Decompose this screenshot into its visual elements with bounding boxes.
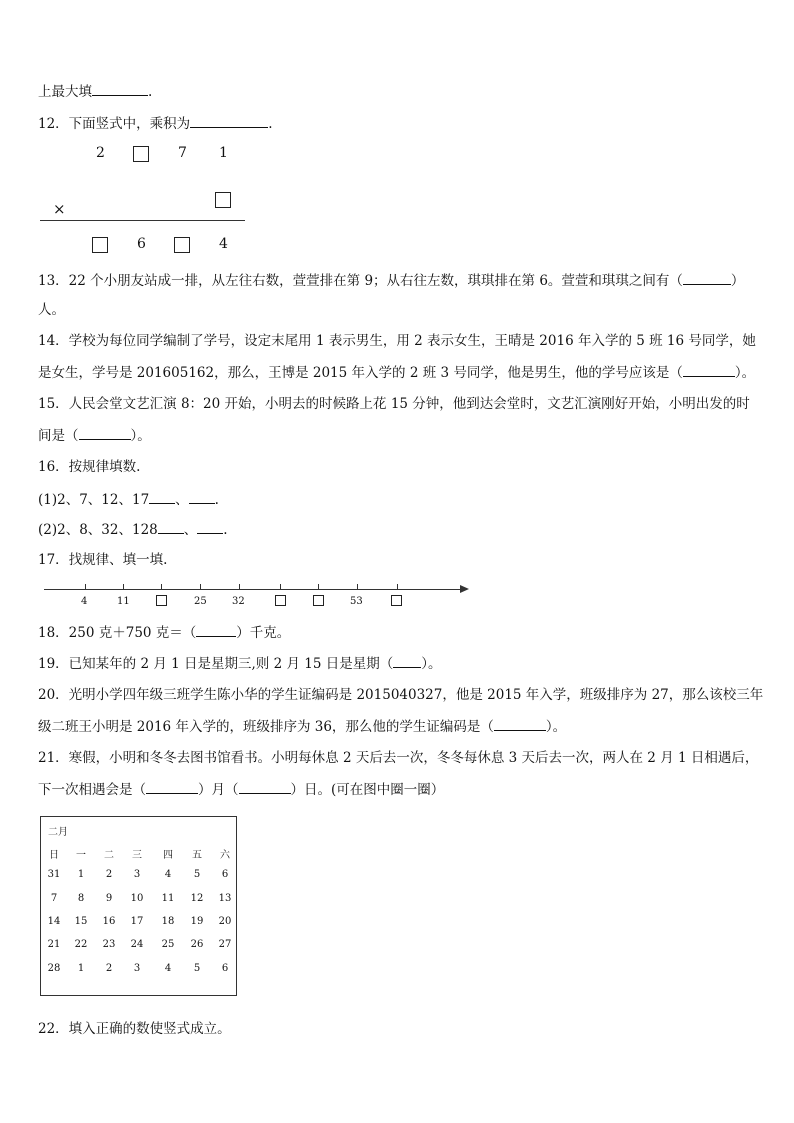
calendar-day[interactable]: 3 — [133, 963, 141, 974]
calendar-day[interactable]: 26 — [190, 939, 204, 950]
calendar-day[interactable]: 27 — [218, 939, 232, 950]
question-text: 12．下面竖式中，乘积为 — [38, 116, 191, 132]
calendar-day[interactable]: 1 — [77, 869, 85, 880]
calendar-day[interactable]: 15 — [74, 916, 88, 927]
question-11-tail — [38, 81, 152, 102]
calendar-day[interactable]: 10 — [130, 893, 144, 904]
question-13 — [38, 270, 744, 291]
question-18 — [38, 622, 290, 643]
calendar-day[interactable]: 20 — [218, 916, 232, 927]
tick-label: 32 — [232, 596, 245, 607]
question-text: 16．按规律填数. — [38, 459, 141, 475]
calendar-weekday: 三 — [132, 850, 142, 861]
question-text: 14．学校为每位同学编制了学号，设定末尾用 1 表示男生，用 2 表示女生，王晴是 2016 年入学的 5 班 16 号同学，她 — [38, 333, 756, 349]
digit-box[interactable] — [174, 237, 190, 253]
digit: 1 — [219, 145, 228, 161]
question-14 — [38, 331, 756, 351]
question-text: 19．已知某年的 2 月 1 日是星期三,则 2 月 15 日是星期（ — [38, 656, 394, 672]
calendar-day[interactable]: 16 — [102, 916, 116, 927]
answer-blank[interactable] — [146, 779, 198, 794]
times-sign: × — [53, 200, 66, 218]
calendar-day[interactable]: 3 — [133, 869, 141, 880]
question-15-cont — [38, 425, 151, 446]
calendar-day[interactable]: 24 — [130, 939, 144, 950]
answer-blank[interactable] — [239, 779, 291, 794]
calendar-weekday: 四 — [163, 850, 173, 861]
question-12 — [38, 113, 272, 134]
blank-box[interactable] — [391, 595, 402, 606]
question-text: 15．人民会堂文艺汇演 8：20 开始，小明去的时候路上花 15 分钟，他到达会堂时，文艺汇演刚好开始，小明出发的时 — [38, 396, 750, 412]
question-16 — [38, 457, 140, 477]
text: . — [148, 84, 153, 100]
calendar-day[interactable]: 21 — [47, 939, 61, 950]
calendar-day[interactable]: 5 — [193, 869, 201, 880]
calendar-day[interactable]: 14 — [47, 916, 61, 927]
blank-box[interactable] — [313, 595, 324, 606]
question-13-cont — [38, 300, 65, 320]
calendar-day[interactable]: 19 — [190, 916, 204, 927]
question-text: 21．寒假，小明和冬冬去图书馆看书。小明每休息 2 天后去一次，冬冬每休息 3 天后去一次，两人在 2 月 1 日相遇后， — [38, 750, 759, 766]
calendar-day[interactable]: 6 — [221, 869, 229, 880]
answer-blank[interactable] — [190, 113, 268, 128]
calendar-day[interactable]: 5 — [193, 963, 201, 974]
question-text: 间是（ — [38, 428, 79, 444]
answer-blank[interactable] — [189, 489, 215, 504]
question-text: 级二班王小明是 2016 年入学的，班级排序为 36，那么他的学生证编码是（ — [38, 719, 494, 735]
digit: 7 — [178, 145, 187, 161]
answer-blank[interactable] — [92, 81, 148, 96]
question-text: 20．光明小学四年级三班学生陈小华的学生证编码是 2015040327，他是 2015 年入学，班级排序为 27，那么该校三年 — [38, 687, 764, 703]
calendar-weekday: 二 — [104, 850, 114, 861]
text: ）千克。 — [236, 625, 291, 641]
calendar-day[interactable]: 2 — [105, 963, 113, 974]
text: ） — [730, 273, 745, 289]
question-text: 13．22 个小朋友站成一排，从左往右数，萱萱排在第 9；从右往左数，琪琪排在第 6。萱萱和琪琪之间有（ — [38, 273, 683, 289]
tick — [200, 584, 201, 590]
question-21-cont — [38, 779, 444, 800]
calendar-day[interactable]: 9 — [105, 893, 113, 904]
digit-box[interactable] — [92, 237, 108, 253]
tick — [85, 584, 86, 590]
sequence: (1)2、7、12、17 — [38, 492, 150, 508]
calendar-day[interactable]: 2 — [105, 869, 113, 880]
answer-blank[interactable] — [393, 653, 421, 668]
question-text: 下一次相遇会是（ — [38, 782, 146, 798]
separator: 、 — [183, 522, 198, 538]
digit: 6 — [137, 236, 146, 252]
calendar-day[interactable]: 6 — [221, 963, 229, 974]
question-15 — [38, 394, 750, 414]
answer-blank[interactable] — [149, 489, 175, 504]
calendar-day[interactable]: 1 — [77, 963, 85, 974]
question-text: 18．250 克＋750 克＝（ — [38, 625, 197, 641]
separator: 、 — [175, 492, 189, 508]
calendar-day[interactable]: 13 — [218, 893, 232, 904]
tick — [123, 584, 124, 590]
digit-box[interactable] — [133, 146, 149, 162]
question-20-cont — [38, 716, 566, 737]
february-calendar — [40, 816, 237, 996]
tick — [318, 584, 319, 590]
calendar-day[interactable]: 25 — [161, 939, 175, 950]
question-16-part-1 — [38, 489, 219, 510]
answer-blank[interactable] — [494, 716, 546, 731]
question-14-cont — [38, 362, 755, 383]
question-text: 人。 — [38, 302, 65, 318]
question-22 — [38, 1019, 231, 1039]
calendar-day[interactable]: 23 — [102, 939, 116, 950]
tick — [239, 584, 240, 590]
calendar-day[interactable]: 18 — [161, 916, 175, 927]
number-line-axis — [44, 589, 462, 590]
text: . — [223, 522, 228, 538]
blank-box[interactable] — [156, 595, 167, 606]
calendar-day[interactable]: 17 — [130, 916, 144, 927]
text: ）。 — [421, 656, 442, 672]
question-19 — [38, 653, 442, 674]
calendar-day[interactable]: 28 — [47, 963, 61, 974]
text: ）日。(可在图中圈一圈） — [290, 782, 445, 798]
answer-blank[interactable] — [197, 519, 223, 534]
calendar-day[interactable]: 31 — [47, 869, 61, 880]
answer-blank[interactable] — [683, 270, 731, 285]
question-text: 22．填入正确的数使竖式成立。 — [38, 1021, 231, 1037]
calendar-day[interactable]: 22 — [74, 939, 88, 950]
calendar-weekday: 日 — [49, 850, 59, 861]
calendar-day[interactable]: 4 — [164, 869, 172, 880]
tick-label: 4 — [81, 596, 88, 607]
answer-blank[interactable] — [79, 425, 131, 440]
answer-blank[interactable] — [158, 519, 184, 534]
tick-label: 11 — [117, 596, 130, 607]
calendar-weekday: 六 — [220, 850, 230, 861]
text: . — [268, 116, 273, 132]
tick — [397, 584, 398, 590]
tick — [161, 584, 162, 590]
digit: 4 — [219, 236, 228, 252]
tick — [280, 584, 281, 590]
digit-box[interactable] — [215, 192, 231, 208]
blank-box[interactable] — [275, 595, 286, 606]
text: . — [214, 492, 219, 508]
calendar-day[interactable]: 7 — [50, 893, 58, 904]
question-20 — [38, 685, 763, 705]
sequence: (2)2、8、32、128 — [38, 522, 158, 538]
calendar-day[interactable]: 12 — [190, 893, 204, 904]
text: ）月（ — [198, 782, 239, 798]
question-16-part-2 — [38, 519, 228, 540]
text: 上最大填 — [38, 84, 92, 100]
number-line-arrow-icon — [460, 585, 469, 593]
calendar-day[interactable]: 11 — [161, 893, 175, 904]
calendar-day[interactable]: 8 — [77, 893, 85, 904]
text: ）。 — [545, 719, 567, 735]
question-17 — [38, 550, 167, 570]
answer-blank[interactable] — [683, 362, 735, 377]
tick-label: 53 — [350, 596, 363, 607]
answer-blank[interactable] — [196, 622, 236, 637]
question-text: 是女生，学号是 201605162，那么，王博是 2015 年入学的 2 班 3 号同学，他是男生，他的学号应该是（ — [38, 365, 683, 381]
calendar-weekday: 一 — [76, 850, 86, 861]
question-21 — [38, 748, 758, 768]
multiplication-line — [40, 220, 245, 221]
question-text: 17．找规律、填一填. — [38, 552, 168, 568]
calendar-title: 二月 — [48, 827, 68, 838]
calendar-weekday: 五 — [192, 850, 202, 861]
digit: 2 — [96, 145, 105, 161]
text: ）。 — [130, 428, 151, 444]
tick — [357, 584, 358, 590]
text: ）。 — [734, 365, 756, 381]
calendar-day[interactable]: 4 — [164, 963, 172, 974]
tick-label: 25 — [194, 596, 207, 607]
